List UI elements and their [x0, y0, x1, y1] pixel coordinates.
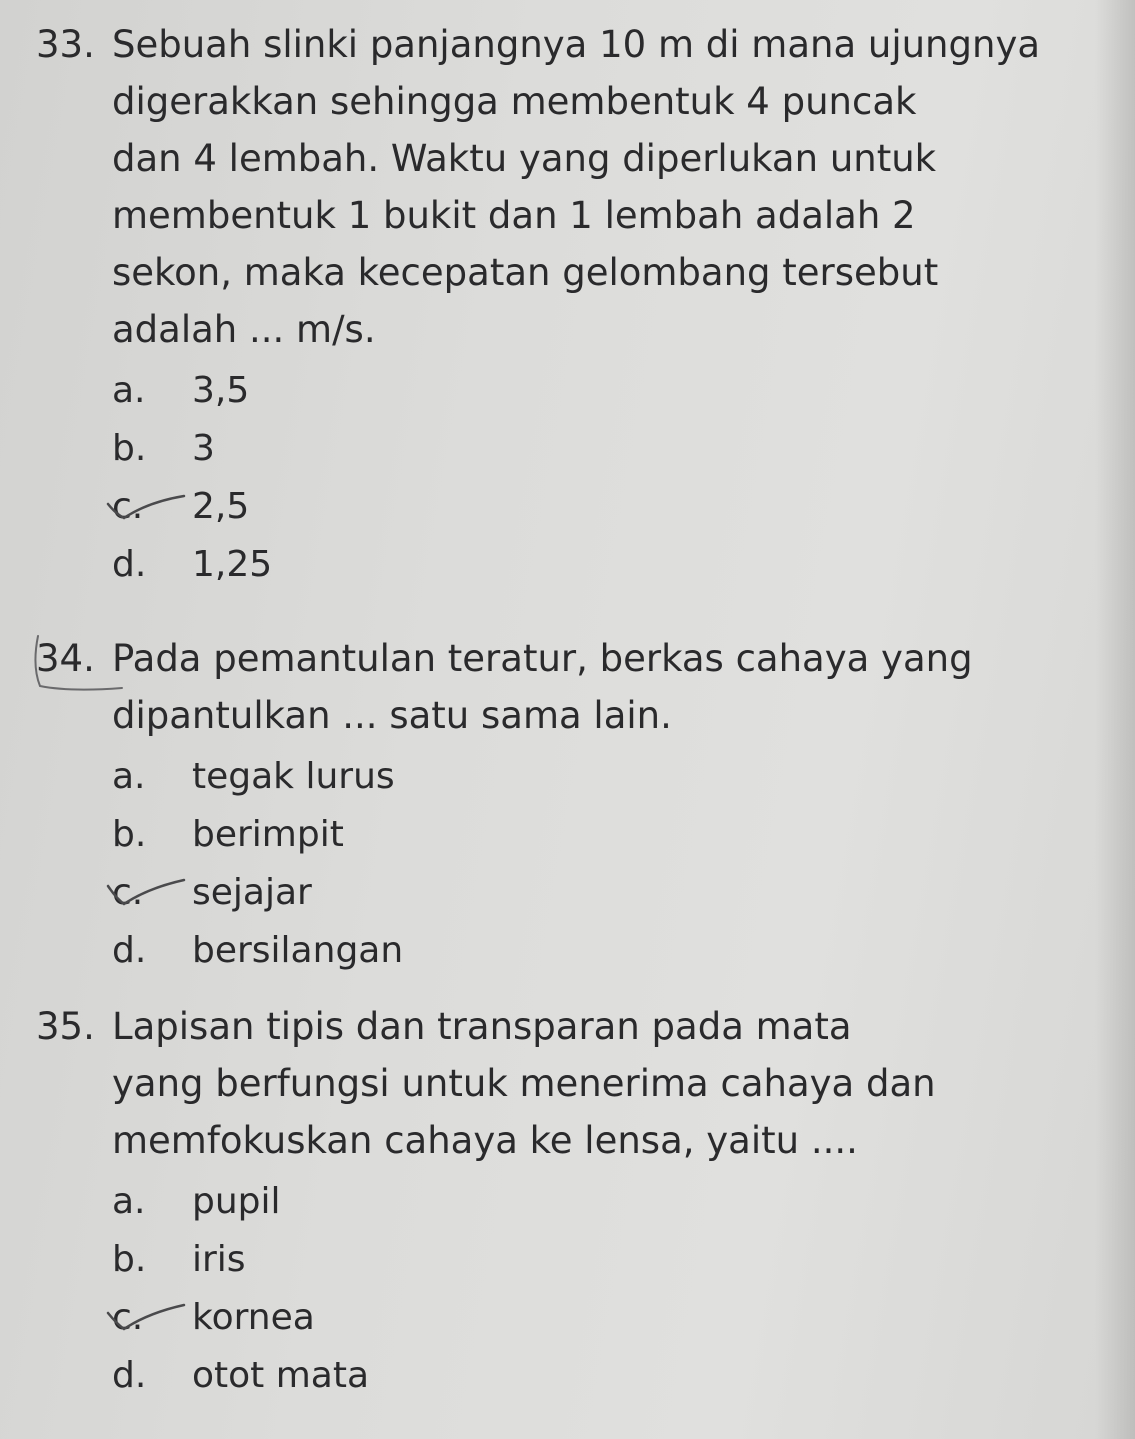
question-34-text-1: Pada pemantulan teratur, berkas cahaya yang — [112, 637, 973, 680]
page-shadow — [1095, 0, 1135, 1439]
option-text: sejajar — [192, 872, 312, 913]
option-35-b[interactable] — [112, 1231, 936, 1289]
option-letter: b. — [112, 814, 147, 855]
question-35-stem — [36, 998, 936, 1169]
question-34-line-2: dipantulkan ... satu sama lain. — [112, 694, 672, 737]
question-33-line-3: dan 4 lembah. Waktu yang diperlukan untuk — [112, 137, 937, 180]
option-letter: a. — [112, 756, 146, 797]
option-letter: a. — [112, 370, 146, 411]
option-text: iris — [192, 1239, 246, 1280]
question-33-options — [36, 362, 1040, 594]
option-text: pupil — [192, 1181, 281, 1222]
question-33-stem — [36, 16, 1040, 358]
option-34-d[interactable] — [112, 922, 973, 980]
option-35-a[interactable] — [112, 1173, 936, 1231]
question-35-options — [36, 1173, 936, 1405]
question-33-line-1 — [36, 16, 1040, 73]
question-33-line-4: membentuk 1 bukit dan 1 lembah adalah 2 — [112, 194, 916, 237]
option-34-b[interactable] — [112, 806, 973, 864]
option-letter: c. — [112, 1297, 144, 1338]
option-text: kornea — [192, 1297, 315, 1338]
option-letter: c. — [112, 872, 144, 913]
option-letter: d. — [112, 544, 147, 585]
question-34-line-1 — [36, 630, 973, 687]
option-letter: d. — [112, 1355, 147, 1396]
question-35-number: 35. — [36, 1005, 95, 1048]
option-33-d[interactable] — [112, 536, 1040, 594]
question-34 — [36, 630, 973, 980]
question-35-line-3: memfokuskan cahaya ke lensa, yaitu .... — [112, 1119, 858, 1162]
option-letter: d. — [112, 930, 147, 971]
option-text: 3,5 — [192, 370, 250, 411]
question-35-line-2: yang berfungsi untuk menerima cahaya dan — [112, 1062, 936, 1105]
option-text: bersilangan — [192, 930, 404, 971]
option-33-b[interactable] — [112, 420, 1040, 478]
option-text: 3 — [192, 428, 215, 469]
option-34-a[interactable] — [112, 748, 973, 806]
question-34-number: 34. — [36, 637, 95, 680]
question-35 — [36, 998, 936, 1405]
question-35-line-1 — [36, 998, 936, 1055]
question-34-stem — [36, 630, 973, 744]
question-33 — [36, 16, 1040, 594]
option-text: 1,25 — [192, 544, 273, 585]
option-text: 2,5 — [192, 486, 250, 527]
question-33-number: 33. — [36, 23, 95, 66]
question-33-line-6: adalah ... m/s. — [112, 308, 376, 351]
option-33-a[interactable] — [112, 362, 1040, 420]
option-text: otot mata — [192, 1355, 370, 1396]
option-text: berimpit — [192, 814, 344, 855]
question-35-text-1: Lapisan tipis dan transparan pada mata — [112, 1005, 852, 1048]
option-35-c[interactable] — [112, 1289, 936, 1347]
option-34-c[interactable] — [112, 864, 973, 922]
option-letter: b. — [112, 1239, 147, 1280]
option-text: tegak lurus — [192, 756, 395, 797]
option-33-c[interactable] — [112, 478, 1040, 536]
question-33-text-1: Sebuah slinki panjangnya 10 m di mana ujungnya — [112, 23, 1041, 66]
option-letter: b. — [112, 428, 147, 469]
question-33-line-2: digerakkan sehingga membentuk 4 puncak — [112, 80, 917, 123]
question-33-line-5: sekon, maka kecepatan gelombang tersebut — [112, 251, 939, 294]
option-letter: c. — [112, 486, 144, 527]
question-34-options — [36, 748, 973, 980]
option-letter: a. — [112, 1181, 146, 1222]
option-35-d[interactable] — [112, 1347, 936, 1405]
